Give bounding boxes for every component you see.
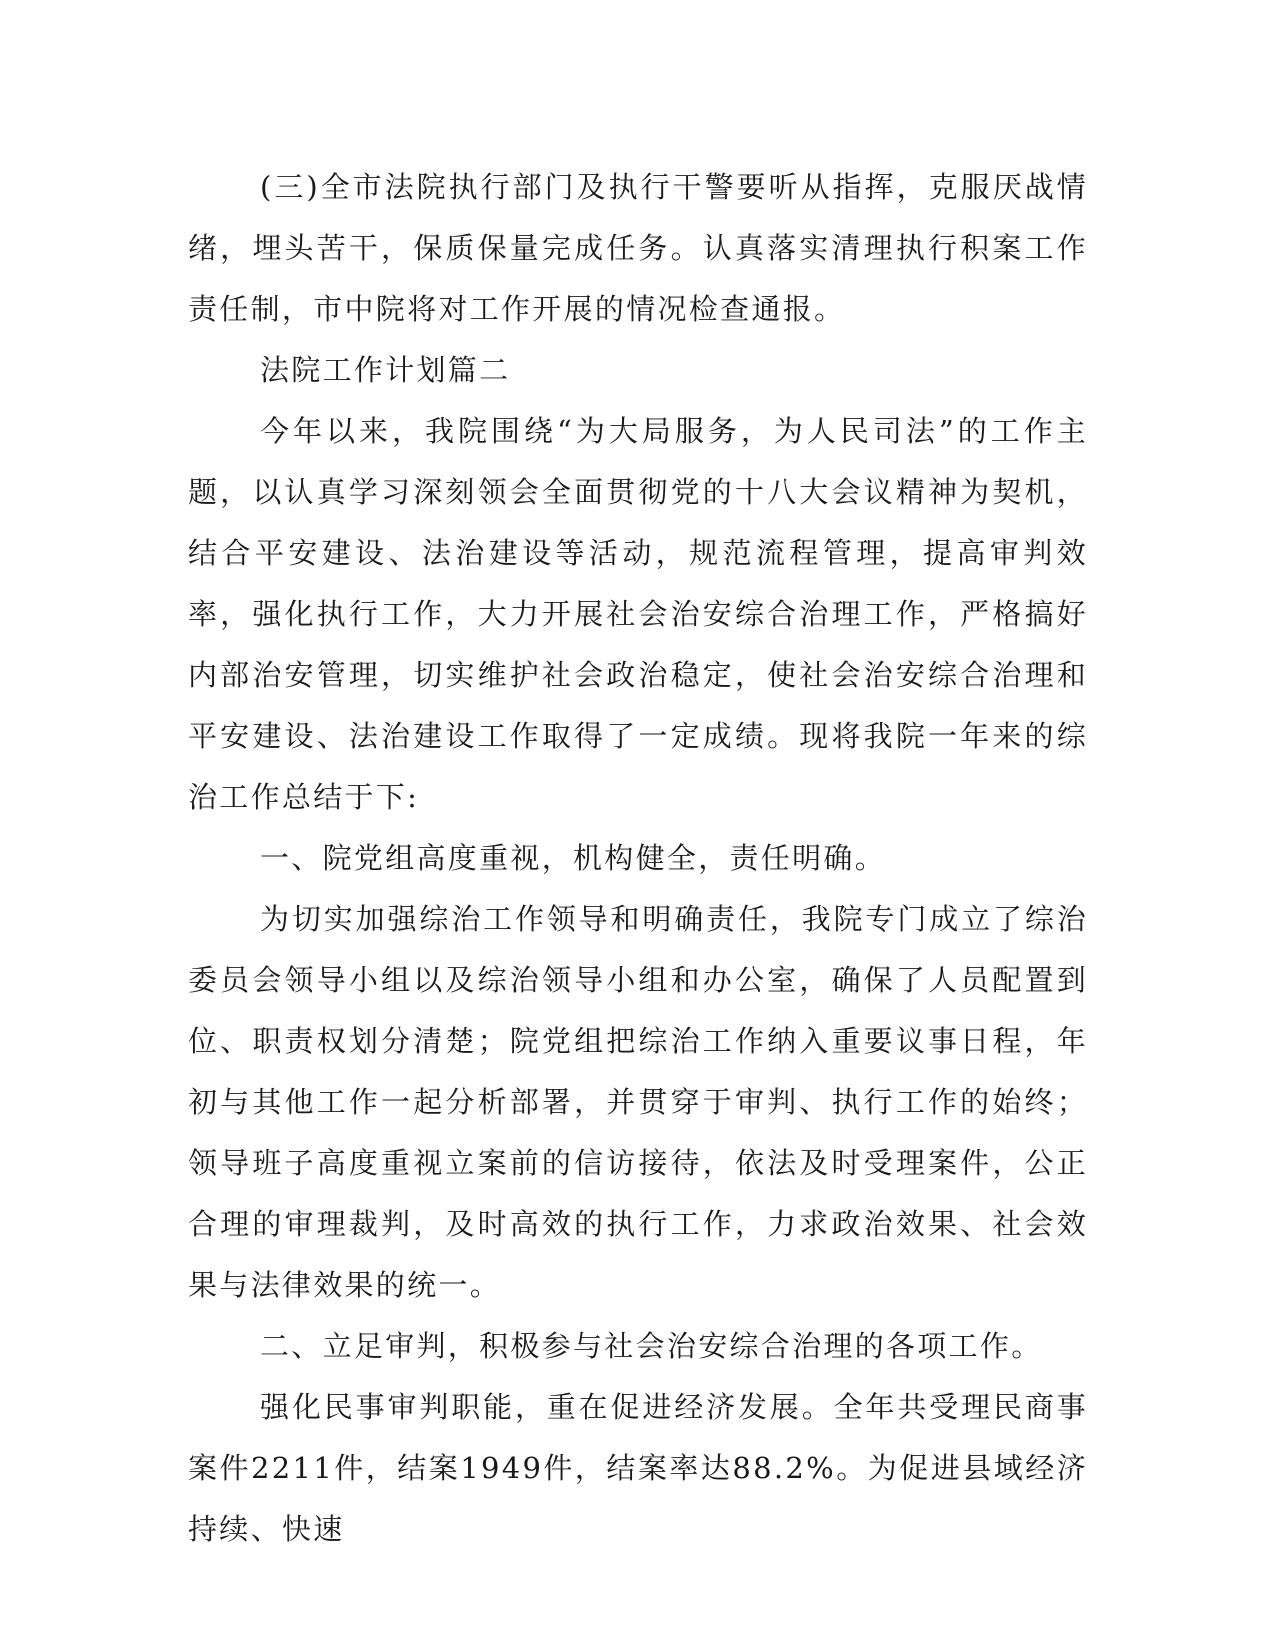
heading-section-one: 一、院党组高度重视，机构健全，责任明确。: [260, 841, 887, 875]
paragraph-introduction: 今年以来，我院围绕“为大局服务，为人民司法”的工作主题，以认真学习深刻领会全面贯彻党的十八大会议精神为契机，结合平安建设、法治建设等活动，规范流程管理，提高审判效率，强化执行工作，大力开展社会治安综合治理工作，严格搞好内部治安管理，切实维护社会政治稳定，使社会治安综合治理和平安建设、法治建设工作取得了一定成绩。现将我院一年来的综治工作总结于下:: [188, 414, 1088, 814]
section-title: 法院工作计划篇二: [260, 353, 511, 387]
paragraph-leadership: 为切实加强综治工作领导和明确责任，我院专门成立了综治委员会领导小组以及综治领导小组和办公室，确保了人员配置到位、职责权划分清楚；院党组把综治工作纳入重要议事日程，年初与其他工作一起分析部署，并贯穿于审判、执行工作的始终；领导班子高度重视立案前的信访接待，依法及时受理案件，公正合理的审理裁判，及时高效的执行工作，力求政治效果、社会效果与法律效果的统一。: [188, 902, 1088, 1302]
document-body: [188, 157, 1088, 1560]
paragraph-execution-requirements: (三)全市法院执行部门及执行干警要听从指挥，克服厌战情绪，埋头苦干，保质保量完成任务。认真落实清理执行积案工作责任制，市中院将对工作开展的情况检查通报。: [188, 170, 1088, 326]
paragraph-civil-trial: 强化民事审判职能，重在促进经济发展。全年共受理民商事案件2211件，结案1949件，结案率达88.2%。为促进县域经济持续、快速: [188, 1390, 1088, 1546]
heading-section-two: 二、立足审判，积极参与社会治安综合治理的各项工作。: [260, 1329, 1043, 1363]
